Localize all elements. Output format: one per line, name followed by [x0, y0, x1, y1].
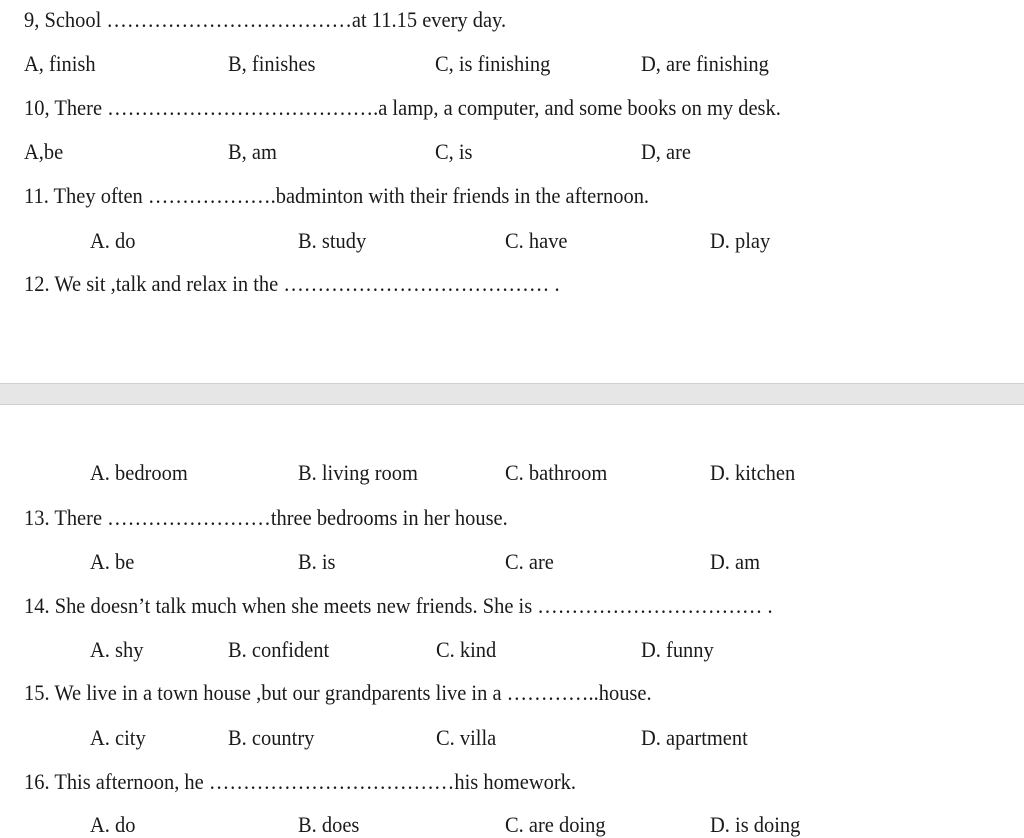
question-12-option-d: D. kitchen — [710, 460, 796, 485]
question-15-stem: 15. We live in a town house ,but our grandparents live in a …………..house. — [24, 680, 652, 705]
question-13-option-a: A. be — [90, 549, 135, 574]
question-10-stem: 10, There ………………………………….a lamp, a computer, and some books on my desk. — [24, 95, 781, 120]
document-page-top — [0, 0, 1024, 383]
question-12-option-c: C. bathroom — [505, 460, 608, 485]
question-13-stem: 13. There ……………………three bedrooms in her house. — [24, 505, 508, 530]
question-9-option-d: D, are finishing — [641, 51, 769, 76]
question-11-option-c: C. have — [505, 228, 568, 253]
question-10-option-d: D, are — [641, 139, 691, 164]
document-page-bottom — [0, 405, 1024, 838]
question-15-option-a: A. city — [90, 725, 146, 750]
question-9-stem: 9, School ………………………………at 11.15 every day. — [24, 7, 507, 32]
question-12-option-a: A. bedroom — [90, 460, 188, 485]
question-14-option-b: B. confident — [228, 637, 330, 662]
question-13-option-d: D. am — [710, 549, 761, 574]
question-10-option-a: A,be — [24, 139, 64, 164]
question-9-option-b: B, finishes — [228, 51, 316, 76]
question-11-option-b: B. study — [298, 228, 367, 253]
question-12-stem: 12. We sit ,talk and relax in the ………………………………… . — [24, 271, 560, 296]
question-16-option-b: B. does — [298, 812, 360, 837]
question-11-option-a: A. do — [90, 228, 136, 253]
question-14-stem: 14. She doesn’t talk much when she meets new friends. She is …………………………… . — [24, 593, 773, 618]
question-16-option-c: C. are doing — [505, 812, 606, 837]
question-12-option-b: B. living room — [298, 460, 418, 485]
question-15-option-c: C. villa — [436, 725, 497, 750]
question-11-option-d: D. play — [710, 228, 771, 253]
question-14-option-d: D. funny — [641, 637, 714, 662]
question-16-option-d: D. is doing — [710, 812, 801, 837]
question-16-option-a: A. do — [90, 812, 136, 837]
question-13-option-b: B. is — [298, 549, 336, 574]
question-14-option-c: C. kind — [436, 637, 497, 662]
question-15-option-d: D. apartment — [641, 725, 748, 750]
question-10-option-b: B, am — [228, 139, 277, 164]
question-9-option-c: C, is finishing — [435, 51, 551, 76]
question-9-option-a: A, finish — [24, 51, 96, 76]
question-10-option-c: C, is — [435, 139, 473, 164]
page-break-gap — [0, 383, 1024, 405]
question-16-stem: 16. This afternoon, he ………………………………his homework. — [24, 769, 576, 794]
question-14-option-a: A. shy — [90, 637, 144, 662]
question-11-stem: 11. They often ……………….badminton with their friends in the afternoon. — [24, 183, 650, 208]
question-13-option-c: C. are — [505, 549, 554, 574]
question-15-option-b: B. country — [228, 725, 315, 750]
